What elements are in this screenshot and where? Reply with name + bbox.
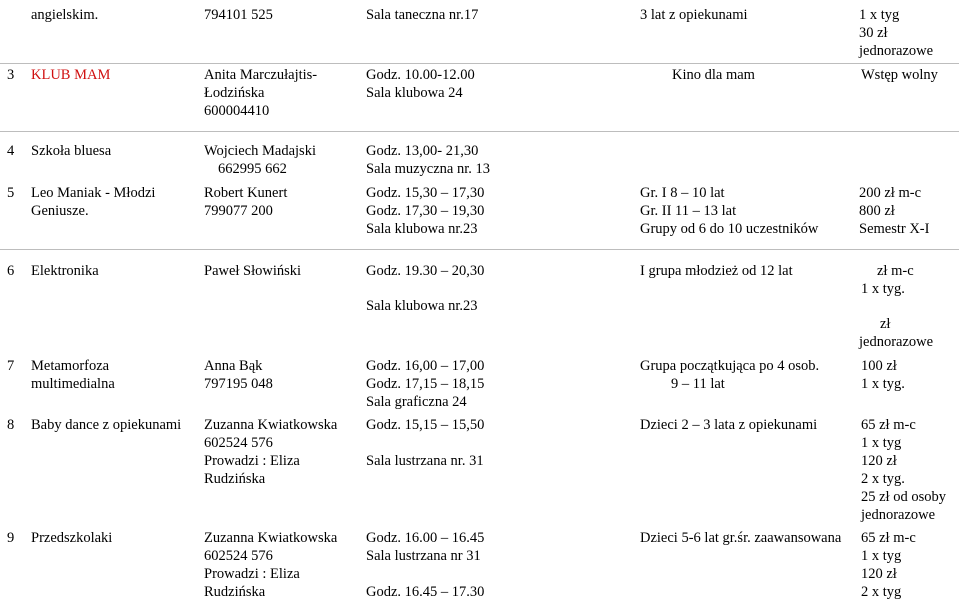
row-fee-line: 30 zł — [859, 25, 888, 41]
row-leader-line: Paweł Słowiński — [204, 263, 302, 279]
row-fee-line: Wstęp wolny — [861, 67, 938, 83]
row-fee-line: 1 x tyg. — [861, 376, 905, 392]
row-name-line: angielskim. — [31, 7, 99, 23]
row-schedule-line: Godz. 15,30 – 17,30 — [366, 185, 485, 201]
row-group-line: Gr. II 11 – 13 lat — [640, 203, 737, 219]
row-schedule-line: Sala klubowa 24 — [366, 85, 463, 101]
row-leader-line: Wojciech Madajski — [204, 143, 316, 159]
row-leader-line: 662995 662 — [218, 161, 287, 177]
row-schedule-line: Sala graficzna 24 — [366, 394, 467, 410]
row-fee-line: jednorazowe — [859, 43, 934, 59]
row-fee-line: zł m-c — [877, 263, 914, 279]
row-number: 8 — [7, 417, 15, 433]
row-schedule-line: Godz. 15,15 – 15,50 — [366, 417, 485, 433]
row-leader-line: Zuzanna Kwiatkowska — [204, 417, 338, 433]
row-fee-line: 1 x tyg. — [861, 281, 905, 297]
row-schedule-line: Godz. 16.45 – 17.30 — [366, 584, 485, 600]
row-schedule-line: Godz. 10.00-12.00 — [366, 67, 475, 83]
row-name-line: Geniusze. — [31, 203, 89, 219]
row-fee-line: jednorazowe — [861, 507, 936, 523]
row-leader-line: Anna Bąk — [204, 358, 263, 374]
row-fee-line: 2 x tyg — [861, 584, 902, 600]
row-number: 4 — [7, 143, 15, 159]
club-link[interactable]: KLUB MAM — [31, 67, 111, 83]
row-divider — [0, 131, 959, 132]
row-fee-line: 120 zł — [861, 453, 897, 469]
row-schedule-line: Sala muzyczna nr. 13 — [366, 161, 491, 177]
row-schedule-line: Sala lustrzana nr. 31 — [366, 453, 484, 469]
row-name-line: Elektronika — [31, 263, 99, 279]
row-fee-line: 65 zł m-c — [861, 530, 916, 546]
row-fee-line: zł — [880, 316, 891, 332]
row-schedule-line: Sala lustrzana nr 31 — [366, 548, 481, 564]
row-fee-line: Semestr X-I — [859, 221, 930, 237]
row-schedule-line: Godz. 17,15 – 18,15 — [366, 376, 485, 392]
row-fee-line: 100 zł — [861, 358, 897, 374]
row-number: 6 — [7, 263, 15, 279]
row-leader-line: Łodzińska — [204, 85, 265, 101]
row-fee-line: 120 zł — [861, 566, 897, 582]
row-number: 9 — [7, 530, 15, 546]
row-divider — [0, 63, 959, 64]
row-name-line: multimedialna — [31, 376, 115, 392]
row-fee-line: 200 zł m-c — [859, 185, 922, 201]
row-fee-line: 1 x tyg — [861, 548, 902, 564]
row-fee-line: 800 zł — [859, 203, 895, 219]
row-fee-line: 1 x tyg — [859, 7, 900, 23]
row-number: 7 — [7, 358, 15, 374]
row-leader-line: 794101 525 — [204, 7, 273, 23]
row-leader-line: Robert Kunert — [204, 185, 288, 201]
row-leader-line: 602524 576 — [204, 548, 273, 564]
row-divider — [0, 249, 959, 250]
row-group-line: Kino dla mam — [672, 67, 755, 83]
row-schedule-line: Sala klubowa nr.23 — [366, 298, 478, 314]
row-number: 3 — [7, 67, 15, 83]
row-group-line: Dzieci 2 – 3 lata z opiekunami — [640, 417, 818, 433]
row-leader-line: Anita Marczułajtis- — [204, 67, 318, 83]
row-fee-line: jednorazowe — [859, 334, 934, 350]
row-leader-line: Rudzińska — [204, 584, 266, 600]
row-name-line: Baby dance z opiekunami — [31, 417, 182, 433]
row-name-line: Przedszkolaki — [31, 530, 113, 546]
row-leader-line: Zuzanna Kwiatkowska — [204, 530, 338, 546]
row-schedule-line: Godz. 17,30 – 19,30 — [366, 203, 485, 219]
row-name-line: Leo Maniak - Młodzi — [31, 185, 156, 201]
row-schedule-line: Godz. 16.00 – 16.45 — [366, 530, 485, 546]
row-leader-line: Rudzińska — [204, 471, 266, 487]
row-schedule-line: Godz. 19.30 – 20,30 — [366, 263, 485, 279]
row-fee-line: 1 x tyg — [861, 435, 902, 451]
row-name-line: Metamorfoza — [31, 358, 110, 374]
row-leader-line: 600004410 — [204, 103, 270, 119]
row-leader-line: 799077 200 — [204, 203, 273, 219]
row-schedule-line: Sala klubowa nr.23 — [366, 221, 478, 237]
row-leader-line: 602524 576 — [204, 435, 273, 451]
row-name-line: Szkoła bluesa — [31, 143, 112, 159]
row-group-line: Dzieci 5-6 lat gr.śr. zaawansowana — [640, 530, 842, 546]
row-leader-line: Prowadzi : Eliza — [204, 566, 300, 582]
row-leader-line: 797195 048 — [204, 376, 273, 392]
row-group-line: I grupa młodzież od 12 lat — [640, 263, 793, 279]
row-group-line: 9 – 11 lat — [671, 376, 725, 392]
row-group-line: 3 lat z opiekunami — [640, 7, 748, 23]
row-fee-line: 2 x tyg. — [861, 471, 905, 487]
row-group-line: Grupa początkująca po 4 osob. — [640, 358, 820, 374]
row-group-line: Grupy od 6 do 10 uczestników — [640, 221, 819, 237]
row-number: 5 — [7, 185, 15, 201]
row-group-line: Gr. I 8 – 10 lat — [640, 185, 725, 201]
row-schedule-line: Godz. 13,00- 21,30 — [366, 143, 479, 159]
row-schedule-line: Sala taneczna nr.17 — [366, 7, 479, 23]
row-fee-line: 65 zł m-c — [861, 417, 916, 433]
row-leader-line: Prowadzi : Eliza — [204, 453, 300, 469]
row-schedule-line: Godz. 16,00 – 17,00 — [366, 358, 485, 374]
row-fee-line: 25 zł od osoby — [861, 489, 946, 505]
